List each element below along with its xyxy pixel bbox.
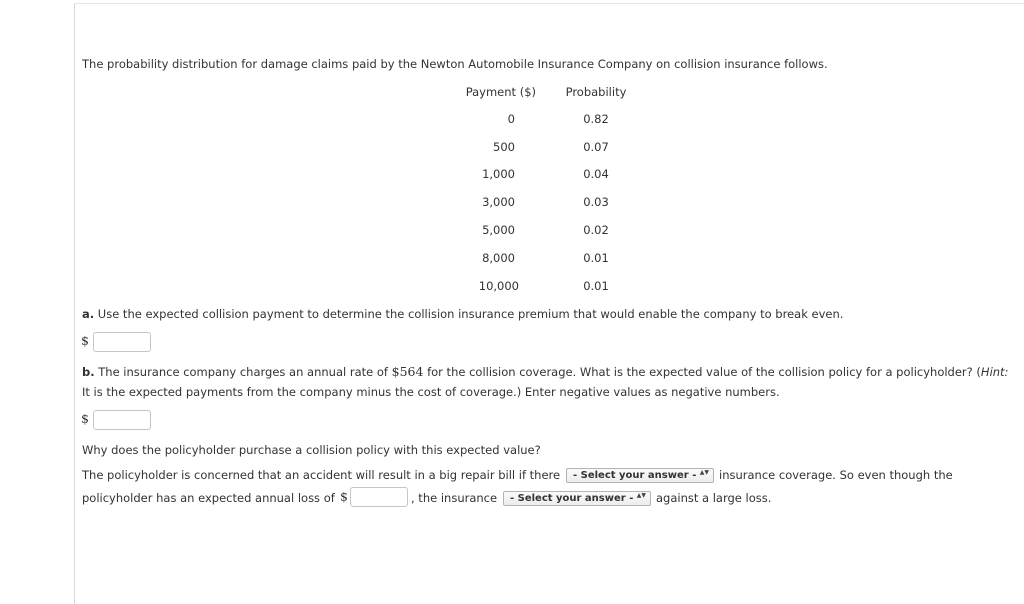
dollar-sign: $ bbox=[340, 489, 348, 504]
insurance-select[interactable] bbox=[503, 491, 651, 506]
payment-cell: 500 bbox=[493, 139, 515, 154]
probability-table bbox=[456, 85, 629, 300]
payment-cell: 3,000 bbox=[482, 195, 515, 210]
dollar-sign: $ bbox=[81, 411, 89, 426]
payment-cell: 10,000 bbox=[478, 278, 519, 293]
probability-cell: 0.02 bbox=[583, 223, 609, 238]
chevron-updown-icon: ▲▼ bbox=[699, 469, 709, 476]
coverage-select[interactable] bbox=[566, 468, 714, 483]
why-line2-start: policyholder has an expected annual loss of bbox=[82, 491, 335, 505]
premium-input[interactable] bbox=[93, 332, 151, 352]
table-row bbox=[456, 188, 629, 216]
part-b-question bbox=[82, 364, 1008, 379]
payment-cell: 5,000 bbox=[482, 223, 515, 238]
part-b-text: The insurance company charges an annual rate of bbox=[94, 365, 392, 379]
coverage-select-value: - Select your answer - bbox=[573, 470, 697, 481]
part-a-text: Use the expected collision payment to determine the collision insurance premium that would enable the company to break even. bbox=[94, 307, 844, 321]
part-a-label: a. bbox=[82, 307, 95, 321]
probability-cell: 0.07 bbox=[583, 139, 609, 154]
part-b-text-cont: for the collision coverage. What is the expected value of the collision policy for a policyholder? ( bbox=[423, 365, 981, 379]
payment-cell: 0 bbox=[507, 111, 515, 126]
table-row bbox=[456, 216, 629, 244]
probability-cell: 0.82 bbox=[583, 111, 609, 126]
hint-label: Hint: bbox=[980, 365, 1009, 379]
table-row bbox=[456, 272, 629, 300]
insurance-select-value: - Select your answer - bbox=[510, 493, 634, 504]
why-line2-end: against a large loss. bbox=[656, 491, 772, 505]
why-line1-start: The policyholder is concerned that an accident will result in a big repair bill if there bbox=[82, 468, 561, 482]
why-line1-end: insurance coverage. So even though the bbox=[719, 468, 953, 482]
part-b-line2: It is the expected payments from the company minus the cost of coverage.) Enter negative values as negative numbers. bbox=[82, 385, 780, 399]
expected-value-input[interactable] bbox=[93, 410, 151, 430]
header-payment: Payment ($) bbox=[465, 85, 536, 99]
why-question: Why does the policyholder purchase a collision policy with this expected value? bbox=[82, 443, 541, 457]
header-probability: Probability bbox=[565, 85, 627, 99]
annual-rate: $564 bbox=[391, 364, 424, 379]
table-row bbox=[456, 105, 629, 133]
part-b-label: b. bbox=[82, 365, 95, 379]
part-a-question bbox=[82, 307, 843, 321]
payment-cell: 1,000 bbox=[482, 167, 515, 182]
annual-loss-input[interactable] bbox=[350, 487, 408, 507]
chevron-updown-icon: ▲▼ bbox=[636, 492, 646, 499]
probability-cell: 0.01 bbox=[583, 278, 609, 293]
table-row bbox=[456, 161, 629, 189]
probability-cell: 0.01 bbox=[583, 250, 609, 265]
probability-cell: 0.04 bbox=[583, 167, 609, 182]
dollar-sign: $ bbox=[81, 333, 89, 348]
intro-text: The probability distribution for damage claims paid by the Newton Automobile Insurance Company on collision insurance follows. bbox=[82, 57, 828, 71]
table-row bbox=[456, 133, 629, 161]
table-row bbox=[456, 244, 629, 272]
probability-cell: 0.03 bbox=[583, 195, 609, 210]
payment-cell: 8,000 bbox=[482, 250, 515, 265]
why-line2-mid: , the insurance bbox=[411, 491, 498, 505]
